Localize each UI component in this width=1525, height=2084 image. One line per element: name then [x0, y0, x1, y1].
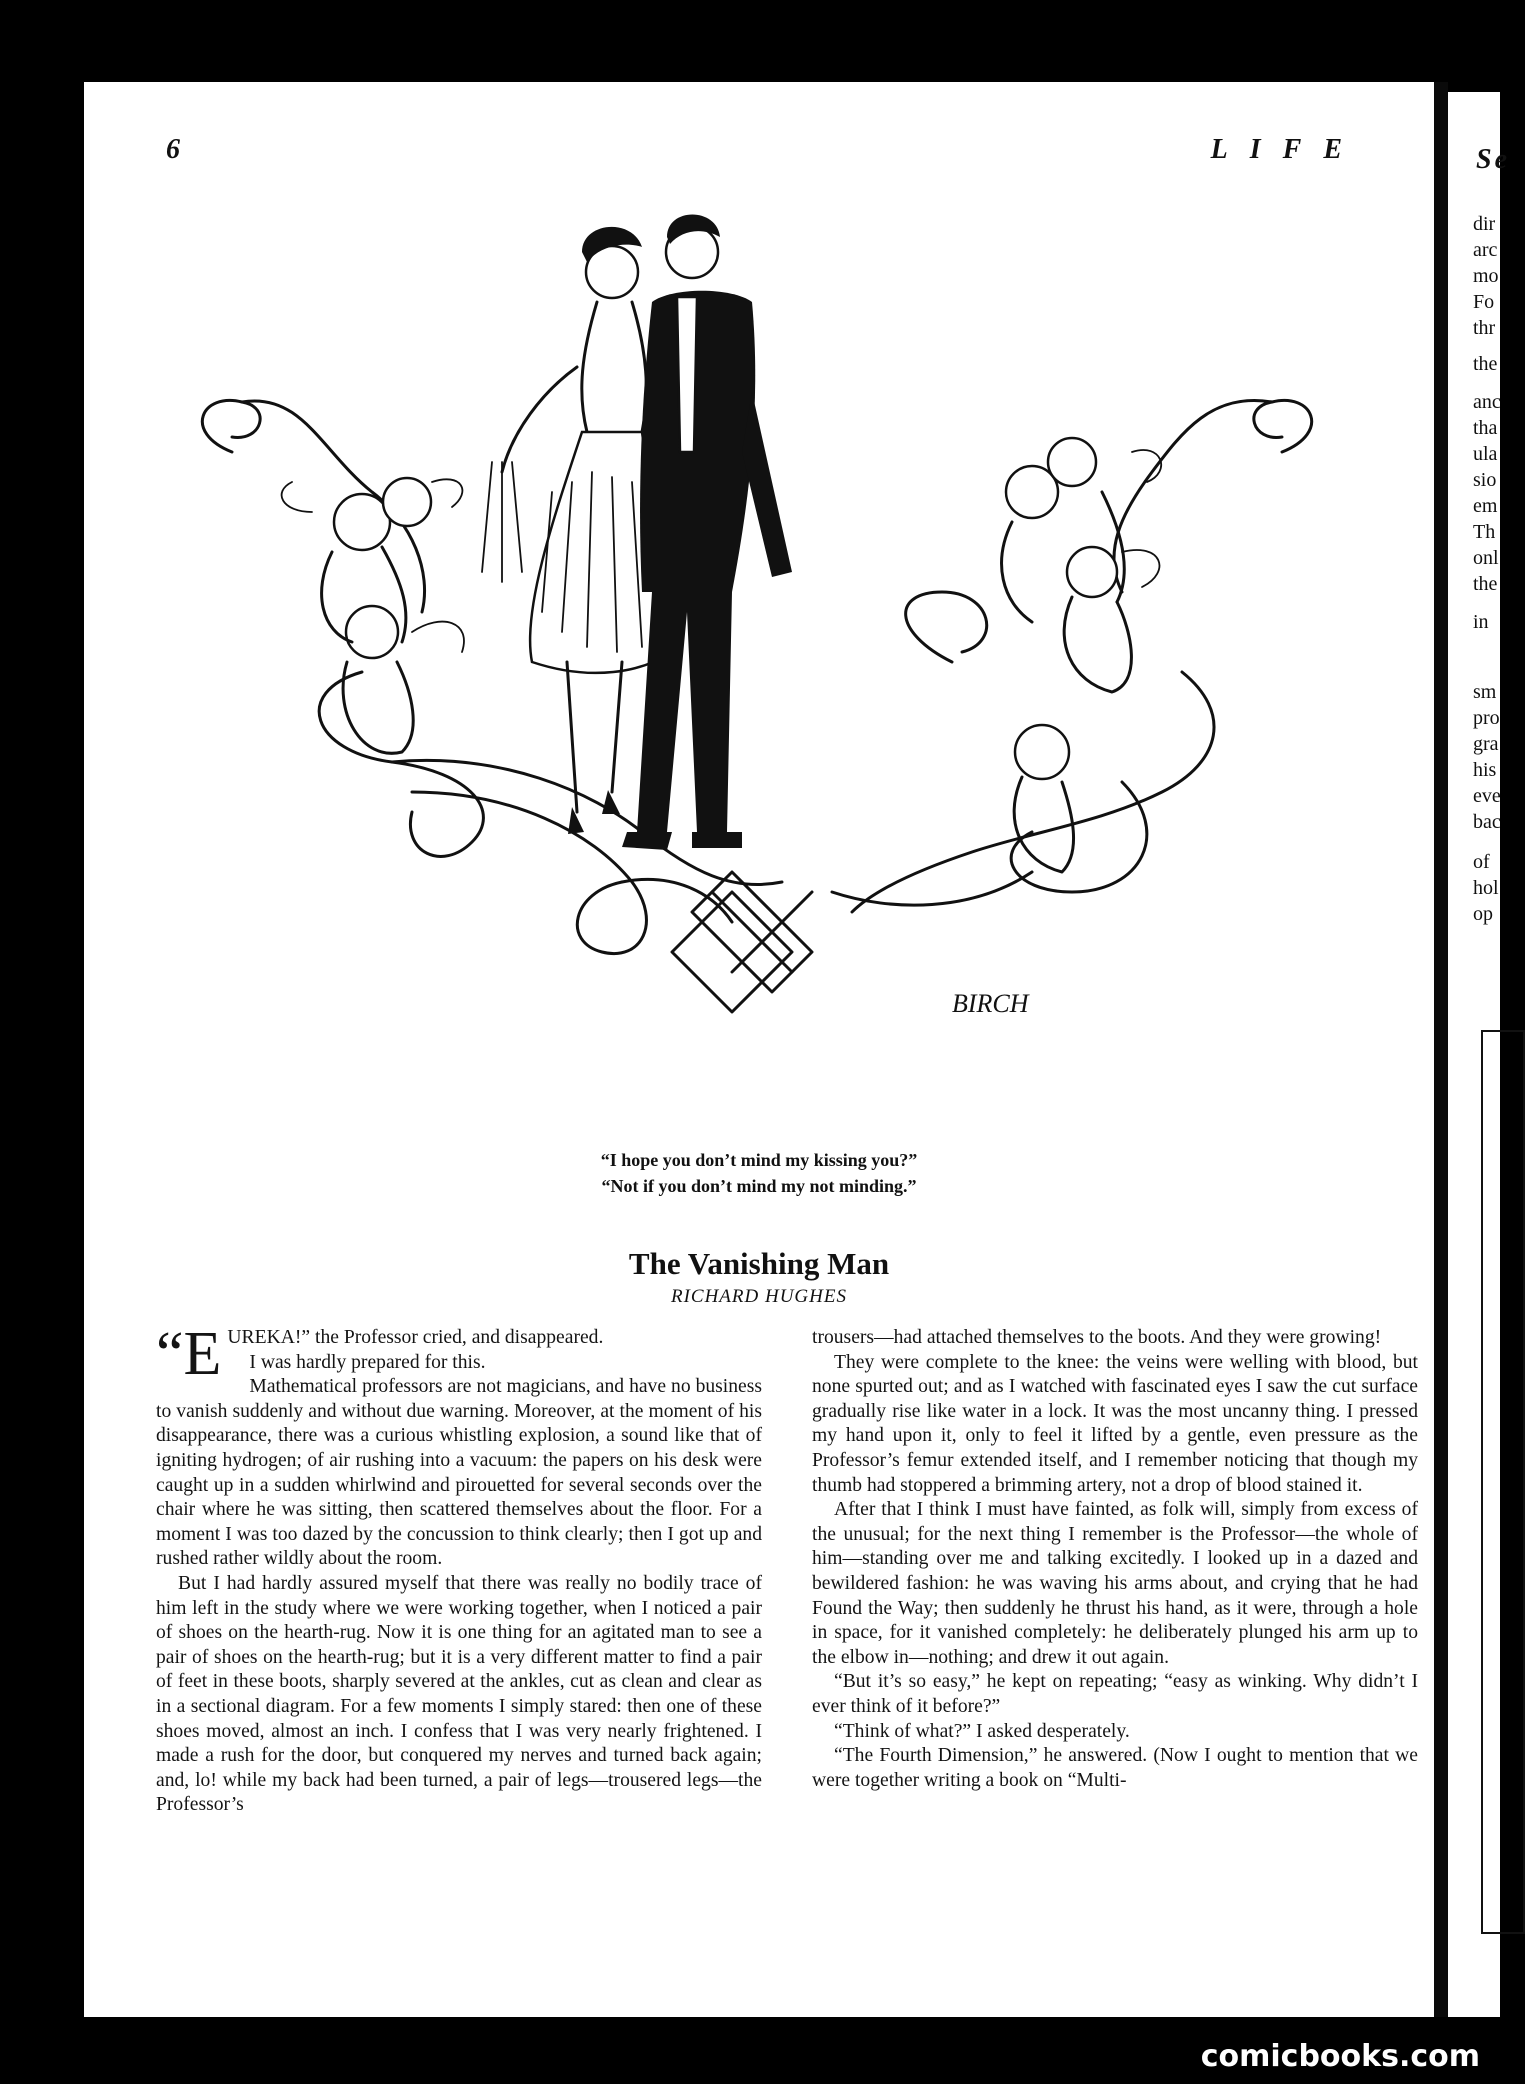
next-page-fragment: in	[1473, 611, 1489, 633]
page-number: 6	[166, 134, 180, 165]
watermark: comicbooks.com	[1200, 2039, 1480, 2074]
next-page-fragment: bac	[1473, 811, 1501, 833]
article-column-left	[156, 1320, 762, 1818]
next-page-fragment: the	[1473, 573, 1498, 595]
paragraph: “EUREKA!” the Professor cried, and disappeared.	[156, 1320, 604, 1388]
next-page-fragment: tha	[1473, 417, 1498, 439]
next-page-fragment: em	[1473, 495, 1498, 517]
masthead: LIFE	[1210, 134, 1364, 165]
artist-signature: BIRCH	[952, 989, 1029, 1018]
paragraph: They were complete to the knee: the veins were welling with blood, but none spurted out; and as I watched with fascinated eyes I saw the cut surface gradually rise like water in a lock. It was the most uncanny thing. I pressed my hand upon it, only to feel it lifted by a gentle, even pressure as the Professor’s femur extended itself, and I remember noticing that though my thumb had stoppered a brimming artery, not a drop of blood stained it.	[812, 1351, 1418, 1496]
paragraph: “The Fourth Dimension,” he answered. (Now I ought to mention that we were together writing a book on “Multi-	[812, 1745, 1418, 1791]
magazine-page	[84, 82, 1434, 2017]
next-page-fragment: op	[1473, 903, 1493, 925]
next-page-fragment: sio	[1473, 469, 1497, 491]
next-page-fragment: Th	[1473, 521, 1496, 543]
next-page-fragment: Fo	[1473, 291, 1495, 313]
next-page-fragment: eve	[1473, 785, 1501, 807]
paragraph: After that I think I must have fainted, as folk will, simply from excess of the unusual; for the next thing I remember is the Professor—the whole of him—standing over me and talking excitedly. I looked up in a dazed and bewildered fashion: he was waving his arms about, and crying that he had Found the Way; then suddenly he thrust his hand, as it were, through a hole in space, for it vanished completely: he deliberately plunged his arm up to the elbow in—nothing; and drew it out again.	[812, 1499, 1418, 1668]
paragraph: “But it’s so easy,” he kept on repeating; “easy as winking. Why didn’t I ever think of it before?”	[812, 1671, 1418, 1717]
next-page-fragment: hol	[1473, 877, 1499, 899]
next-page-fragment: ula	[1473, 443, 1498, 465]
article-heading	[84, 1162, 1434, 1308]
paragraph: “Think of what?” I asked desperately.	[834, 1720, 1130, 1742]
paragraph: But I had hardly assured myself that there was really no bodily trace of him left in the study where we were working together, when I noticed a pair of shoes on the hearth-rug. Now it is one thing for an agitated man to see a pair of shoes on the hearth-rug; but it is a very different matter to find a pair of feet in these boots, sharply severed at the ankles, cut as clean and clear as in a sectional diagram. For a few moments I simply stared: then one of these shoes moved, almost an inch. I confess that I was very nearly frightened. I made a rush for the door, but conquered my nerves and turned back again; and, lo! while my back had been turned, a pair of legs—trousered legs—the Professor’s	[156, 1572, 762, 1816]
next-page-edge	[1448, 92, 1510, 2017]
article-title: The Vanishing Man	[628, 1246, 890, 1281]
paragraph: Mathematical professors are not magicians, and have no business to vanish suddenly and without due warning. Moreover, at the moment of his disappearance, there was a curious whistling explosion, a sound like that of igniting hydrogen; of air rushing into a vacuum: the papers on his desk were caught up in a sudden whirlwind and pirouetted for several seconds over the chair where he was sitting, then scattered themselves about the floor. For a moment I was too dazed by the concussion to think clearly; then I got up and rushed rather wildly about the room.	[156, 1376, 762, 1570]
next-page-fragment: pro	[1473, 707, 1500, 729]
next-page-fragment: the	[1473, 353, 1498, 375]
article-column-right	[812, 1326, 1418, 1793]
next-page-fragment: of	[1473, 851, 1490, 873]
next-page-fragment: anc	[1473, 391, 1501, 413]
next-page-fragment: onl	[1473, 547, 1499, 569]
next-page-fragment: gra	[1473, 733, 1499, 755]
next-page-box	[1481, 1030, 1525, 1934]
next-page-header: Se	[1476, 144, 1510, 175]
article-author: RICHARD HUGHES	[670, 1286, 847, 1307]
next-page-fragment: arc	[1473, 239, 1498, 261]
caption-line-1: “I hope you don’t mind my kissing you?”	[600, 1150, 918, 1170]
next-page-fragment: his	[1473, 759, 1497, 781]
dancing-couple-illustration	[172, 192, 1352, 1132]
next-page-fragment: mo	[1473, 265, 1499, 287]
page-gutter	[1434, 82, 1448, 2017]
next-page-fragment: dir	[1473, 213, 1496, 235]
next-page-fragment: sm	[1473, 681, 1497, 703]
next-page-fragment: thr	[1473, 317, 1496, 339]
paragraph: I was hardly prepared for this.	[249, 1351, 486, 1373]
paragraph: trousers—had attached themselves to the boots. And they were growing!	[812, 1327, 1382, 1348]
drop-cap: “E	[156, 1320, 222, 1388]
caption-line-2: “Not if you don’t mind my not minding.”	[601, 1176, 917, 1196]
